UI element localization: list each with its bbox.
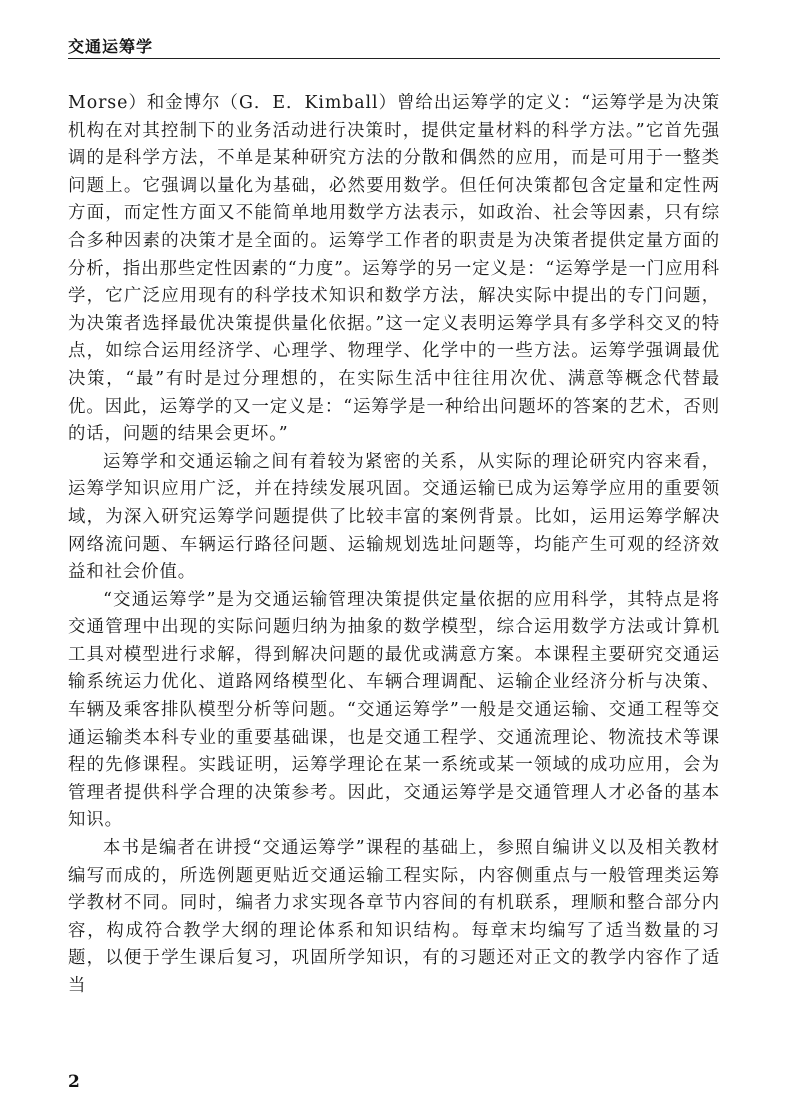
body-text: [68, 90, 720, 1001]
paragraph-2: 运筹学和交通运输之间有着较为紧密的关系，从实际的理论研究内容来看，运筹学知识应用广泛，并在持续发展巩固。交通运输已成为运筹学应用的重要领域，为深入研究运筹学问题提供了比较丰富的案例背景。比如，运用运筹学解决网络流问题、车辆运行路径问题、运输规划选址问题等，均能产生可观的经济效益和社会价值。: [68, 451, 720, 583]
paragraph-1: Morse）和金博尔（G．E．Kimball）曾给出运筹学的定义：“运筹学是为决策机构在对其控制下的业务活动进行决策时，提供定量材料的科学方法。”它首先强调的是科学方法，不单是某种研究方法的分散和偶然的应用，而是可用于一整类问题上。它强调以量化为基础，必然要用数学。但任何决策都包含定量和定性两方面，而定性方面又不能简单地用数学方法表示，如政治、社会等因素，只有综合多种因素的决策才是全面的。运筹学工作者的职责是为决策者提供定量方面的分析，指出那些定性因素的“力度”。运筹学的另一定义是：“运筹学是一门应用科学，它广泛应用现有的科学技术知识和数学方法，解决实际中提出的专门问题，为决策者选择最优决策提供量化依据。”这一定义表明运筹学具有多学科交叉的特点，如综合运用经济学、心理学、物理学、化学中的一些方法。运筹学强调最优决策，“最”有时是过分理想的，在实际生活中往往用次优、满意等概念代替最优。因此，运筹学的又一定义是：“运筹学是一种给出问题坏的答案的艺术，否则的话，问题的结果会更坏。”: [68, 93, 720, 445]
paragraph-4: 本书是编者在讲授“交通运筹学”课程的基础上，参照自编讲义以及相关教材编写而成的，所选例题更贴近交通运输工程实际，内容侧重点与一般管理类运筹学教材不同。同时，编者力求实现各章节内容间的有机联系，理顺和整合部分内容，构成符合教学大纲的理论体系和知识结构。每章末均编写了适当数量的习题，以便于学生课后复习，巩固所学知识，有的习题还对正文的教学内容作了适当: [68, 838, 720, 996]
paragraph-3: “交通运筹学”是为交通运输管理决策提供定量依据的应用科学，其特点是将交通管理中出现的实际问题归纳为抽象的数学模型，综合运用数学方法或计算机工具对模型进行求解，得到解决问题的最优或满意方案。本课程主要研究交通运输系统运力优化、道路网络模型化、车辆合理调配、运输企业经济分析与决策、车辆及乘客排队模型分析等问题。“交通运筹学”一般是交通运输、交通工程等交通运输类本科专业的重要基础课，也是交通工程学、交通流理论、物流技术等课程的先修课程。实践证明，运筹学理论在某一系统或某一领域的成功应用，会为管理者提供科学合理的决策参考。因此，交通运筹学是交通管理人才必备的基本知识。: [68, 589, 720, 831]
running-header-title: 交通运筹学: [68, 37, 154, 56]
page-number: 2: [68, 1072, 80, 1092]
header-rule: [68, 58, 720, 59]
